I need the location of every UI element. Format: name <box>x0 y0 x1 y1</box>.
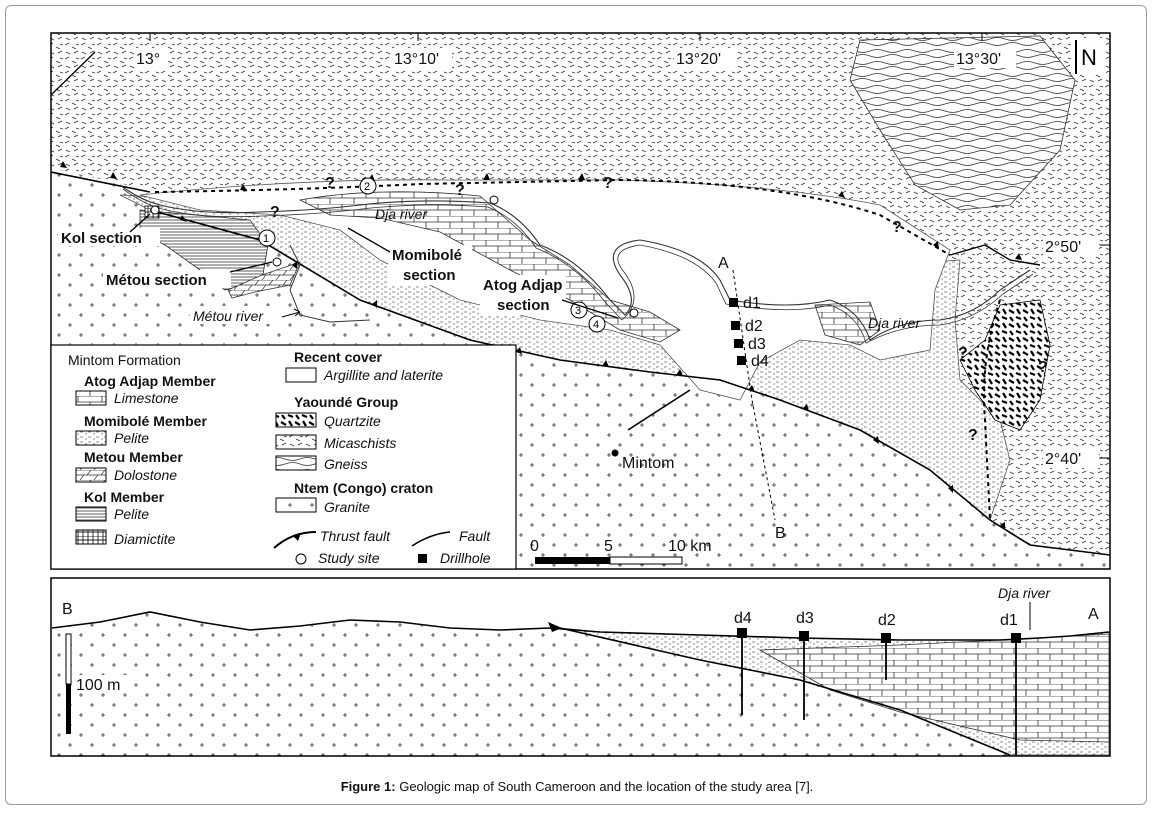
lon-13-20: 13°20' <box>676 51 722 68</box>
svg-text:4: 4 <box>593 319 600 331</box>
dja-river-label-2: Dja river <box>868 315 921 331</box>
legend-limestone: Limestone <box>114 390 179 406</box>
legend-diamictite: Diamictite <box>114 531 176 547</box>
metou-section-label: Métou section <box>106 272 207 289</box>
svg-text:2: 2 <box>364 181 371 193</box>
svg-text:1: 1 <box>263 233 270 245</box>
lon-13-30: 13°30' <box>956 51 1002 68</box>
svg-text:?: ? <box>325 175 335 192</box>
svg-text:d2: d2 <box>878 612 896 629</box>
svg-text:d2: d2 <box>745 318 763 335</box>
north-arrow-icon <box>1072 38 1106 74</box>
section-end-b: B <box>62 601 73 618</box>
legend-yaounde-group: Yaoundé Group <box>294 394 399 410</box>
lat-2-50: 2°50' <box>1045 239 1082 256</box>
legend-recent-cover: Recent cover <box>294 349 382 365</box>
svg-text:?: ? <box>968 427 978 444</box>
svg-text:d1: d1 <box>1000 612 1018 629</box>
svg-text:?: ? <box>958 345 968 362</box>
svg-text:?: ? <box>455 182 465 199</box>
metou-river-label: Métou river <box>193 308 264 324</box>
svg-text:0: 0 <box>530 538 539 555</box>
legend-fault: Fault <box>459 528 491 544</box>
svg-text:?: ? <box>603 175 613 192</box>
cross-section-panel <box>51 578 1110 756</box>
figure-caption <box>0 779 1154 794</box>
svg-text:d4: d4 <box>734 610 752 627</box>
legend-study-site: Study site <box>318 550 380 566</box>
mintom-marker <box>612 450 619 457</box>
caption-text: Geologic map of South Cameroon and the location of the study area [7]. <box>395 779 814 794</box>
svg-text:10 km: 10 km <box>668 538 712 555</box>
legend <box>51 345 516 569</box>
svg-text:d3: d3 <box>796 610 814 627</box>
legend-pelite-1: Pelite <box>114 430 150 446</box>
legend-drillhole: Drillhole <box>440 550 491 566</box>
lat-2-40: 2°40' <box>1045 451 1082 468</box>
legend-micaschists: Micaschists <box>324 435 397 451</box>
legend-granite: Granite <box>324 499 370 515</box>
section-label-b: B <box>775 525 786 542</box>
legend-momibole-member: Momibolé Member <box>84 413 207 429</box>
legend-dolostone: Dolostone <box>114 467 178 483</box>
legend-argillite: Argillite and laterite <box>324 367 444 383</box>
svg-text:section: section <box>403 267 456 284</box>
mintom-label: Mintom <box>622 455 675 472</box>
svg-text:d4: d4 <box>751 353 769 370</box>
svg-text:section: section <box>497 297 550 314</box>
legend-ntem: Ntem (Congo) craton <box>294 480 434 496</box>
section-end-a: A <box>1088 606 1099 623</box>
lon-13-10: 13°10' <box>394 51 440 68</box>
caption-label: Figure 1: <box>340 779 396 794</box>
atog-section-label: Atog Adjap <box>483 277 563 294</box>
north-label: N <box>1081 45 1097 70</box>
section-dja-river: Dja river <box>998 585 1051 601</box>
kol-section-label: Kol section <box>61 230 142 247</box>
svg-text:?: ? <box>892 219 902 236</box>
legend-atog-member: Atog Adjap Member <box>84 373 216 389</box>
svg-text:5: 5 <box>604 538 613 555</box>
legend-mintom-formation: Mintom Formation <box>68 352 181 368</box>
svg-text:3: 3 <box>575 305 582 317</box>
study-site-icon <box>296 554 306 564</box>
dja-river-label-1: Dja river <box>375 206 428 222</box>
legend-gneiss: Gneiss <box>324 456 368 472</box>
lon-13: 13° <box>136 51 161 68</box>
legend-quartzite: Quartzite <box>324 413 381 429</box>
drillhole-icon <box>418 554 427 563</box>
legend-pelite-2: Pelite <box>114 506 150 522</box>
legend-thrust-fault: Thrust fault <box>320 528 391 544</box>
section-label-a: A <box>718 255 729 272</box>
momibole-section-label: Momibolé <box>392 247 462 264</box>
svg-text:d3: d3 <box>748 336 766 353</box>
legend-kol-member: Kol Member <box>84 489 165 505</box>
svg-text:d1: d1 <box>743 295 761 312</box>
svg-text:?: ? <box>1038 359 1048 376</box>
svg-text:?: ? <box>270 204 280 221</box>
legend-metou-member: Metou Member <box>84 449 183 465</box>
vertical-scale-label: 100 m <box>76 677 121 694</box>
